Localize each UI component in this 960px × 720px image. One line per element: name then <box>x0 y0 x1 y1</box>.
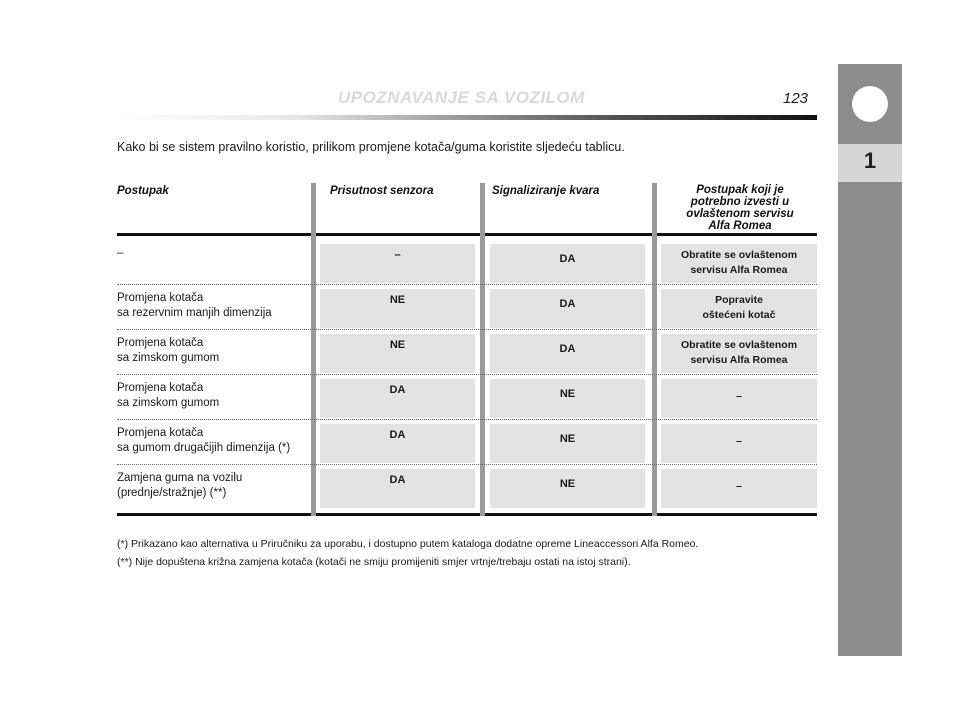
cell-service-action-line: oštećeni kotač <box>702 309 776 321</box>
cell-service-action <box>661 389 817 404</box>
cell-procedure-line: Promjena kotača <box>117 337 204 349</box>
cell-procedure <box>117 336 307 366</box>
cell-procedure <box>117 381 307 411</box>
cell-sensor-presence: DA <box>389 429 406 441</box>
cell-service-action-line: – <box>736 390 742 402</box>
cell-procedure-line: Zamjena guma na vozilu <box>117 472 243 484</box>
cell-service-action-line: – <box>736 480 742 492</box>
cell-service-action <box>661 293 817 323</box>
cell-sensor-presence: – <box>394 249 401 261</box>
cell-fault-signal: NE <box>559 433 576 445</box>
cell-sensor-presence: NE <box>389 339 406 351</box>
cell-procedure <box>117 246 307 261</box>
cell-sensor-presence: NE <box>389 294 406 306</box>
intro-paragraph: Kako bi se sistem pravilno koristio, prilikom promjene kotača/guma koristite sljedeću tablicu. <box>117 140 625 154</box>
cell-sensor-presence: DA <box>389 474 406 486</box>
cell-service-action <box>661 338 817 368</box>
cell-procedure-line: sa rezervnim manjih dimenzija <box>117 307 272 319</box>
cell-fault-signal: DA <box>559 298 576 310</box>
row-separator <box>117 464 817 465</box>
chapter-number: 1 <box>863 148 877 173</box>
page-number: 123 <box>783 90 809 107</box>
cell-procedure <box>117 426 307 456</box>
cell-fault-signal: NE <box>559 388 576 400</box>
cell-procedure-line: sa gumom drugačijih dimenzija (*) <box>117 442 291 454</box>
page-header-title: UPOZNAVANJE SA VOZILOM <box>338 88 585 107</box>
cell-procedure-line: Promjena kotača <box>117 427 204 439</box>
row-separator <box>117 329 817 330</box>
cell-procedure-line: sa zimskom gumom <box>117 352 220 364</box>
cell-fault-signal: NE <box>559 478 576 490</box>
cell-service-action-line: Obratite se ovlaštenom <box>680 249 798 261</box>
cell-procedure-line: Promjena kotača <box>117 382 204 394</box>
header-service-action-line: potrebno izvesti u <box>690 196 790 208</box>
row-separator <box>117 419 817 420</box>
cell-service-action-line: servisu Alfa Romea <box>690 354 788 366</box>
cell-service-action-line: servisu Alfa Romea <box>690 264 788 276</box>
cell-sensor-presence: DA <box>389 384 406 396</box>
cell-service-action <box>661 479 817 494</box>
header-sensor-presence: Prisutnost senzora <box>330 185 434 197</box>
header-service-action <box>660 184 820 232</box>
column-separator <box>480 183 485 516</box>
column-separator <box>311 183 316 516</box>
header-service-action-line: Alfa Romea <box>708 220 772 232</box>
row-separator <box>117 284 817 285</box>
cell-procedure-line: Promjena kotača <box>117 292 204 304</box>
cell-service-action-line: – <box>736 435 742 447</box>
table-bottom-rule <box>117 513 817 516</box>
header-service-action-line: Postupak koji je <box>696 184 784 196</box>
cell-fault-signal: DA <box>559 343 576 355</box>
cell-service-action <box>661 248 817 278</box>
cell-service-action <box>661 434 817 449</box>
header-procedure: Postupak <box>117 185 169 197</box>
cell-procedure-line: sa zimskom gumom <box>117 397 220 409</box>
table-top-rule <box>117 233 817 236</box>
header-rule <box>117 115 817 120</box>
row-separator <box>117 374 817 375</box>
cell-fault-signal: DA <box>559 253 576 265</box>
column-separator <box>652 183 657 516</box>
footnote-1: (*) Prikazano kao alternativa u Priručniku za uporabu, i dostupno putem kataloga dodatne opreme Lineaccessori Alfa Romeo. <box>117 538 699 550</box>
footnote-2: (**) Nije dopuštena križna zamjena kotača (kotači ne smiju promijeniti smjer vrtnje/trebaju ostati na istoj strani). <box>117 556 631 568</box>
cell-service-action-line: Popravite <box>715 294 763 306</box>
chapter-circle-icon <box>852 86 888 122</box>
cell-procedure <box>117 471 307 501</box>
header-service-action-line: ovlaštenom servisu <box>686 208 794 220</box>
cell-procedure <box>117 291 307 321</box>
header-fault-signal: Signaliziranje kvara <box>492 185 600 197</box>
cell-service-action-line: Obratite se ovlaštenom <box>680 339 798 351</box>
cell-procedure-line: – <box>117 247 124 259</box>
cell-procedure-line: (prednje/stražnje) (**) <box>117 487 227 499</box>
